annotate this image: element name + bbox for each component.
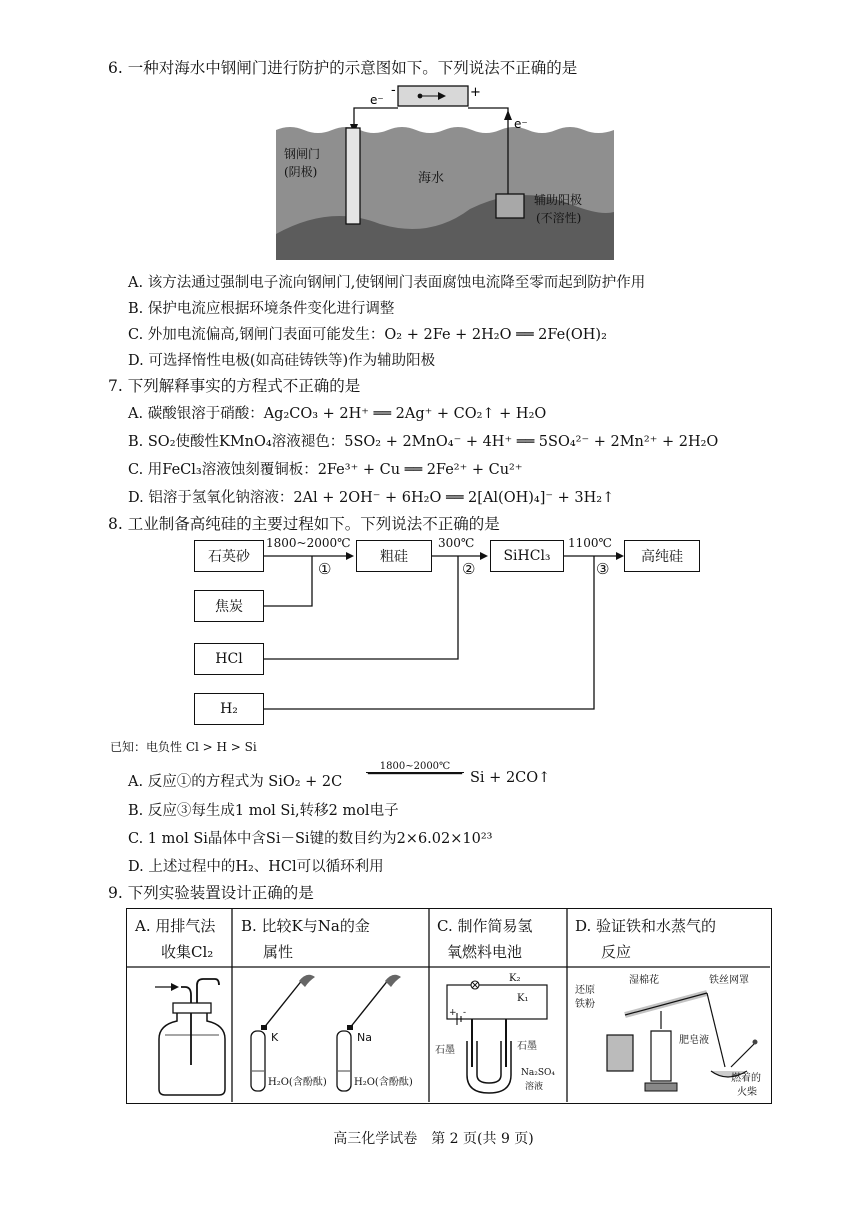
q6-diagram — [270, 84, 620, 262]
e-left: e⁻ — [370, 93, 384, 107]
flow-box-crude-si: 粗硅 — [356, 540, 432, 572]
d-cotton: 湿棉花 — [629, 975, 659, 986]
q6-option-a: A. 该方法通过强制电子流向钢闸门,使钢闸门表面腐蚀电流降至零而起到防护作用 — [128, 275, 646, 291]
c-right-label: 石墨 — [517, 1041, 537, 1052]
flow-box-sihcl3: SiHCl₃ — [490, 540, 564, 572]
iron-steam-drawing — [571, 971, 769, 1099]
q6-option-c: C. 外加电流偏高,钢闸门表面可能发生：O₂ + 2Fe + 2H₂O ══ 2Fe(OH)₂ — [128, 327, 607, 343]
anode-label-1: 辅助阳极 — [534, 193, 583, 207]
q7-option-b: B. SO₂使酸性KMnO₄溶液褪色：5SO₂ + 2MnO₄⁻ + 4H⁺ ══ 5SO₄²⁻ + 2Mn²⁺ + 2H₂O — [128, 434, 719, 450]
steel-gate — [346, 128, 360, 224]
step-2: ② — [462, 560, 476, 578]
q9-head-b-1: B. 比较K与Na的金 — [241, 917, 370, 935]
q9-stem: 9. 下列实验装置设计正确的是 — [108, 884, 314, 902]
cond-3: 1100℃ — [568, 536, 612, 550]
water-label: 海水 — [418, 171, 445, 186]
page-footer: 高三化学试卷 第 2 页(共 9 页) — [333, 1131, 534, 1147]
d-match-1: 燃着的 — [731, 1073, 761, 1084]
c-left-label: 石墨 — [435, 1045, 455, 1056]
test-tubes-drawing — [237, 971, 427, 1099]
q8-option-a-condition: 1800~2000℃ — [366, 761, 464, 773]
cond-2: 300℃ — [438, 536, 475, 550]
gate-label-1: 钢闸门 — [284, 147, 321, 161]
plus-sign: + — [470, 85, 481, 100]
flow-box-quartz: 石英砂 — [194, 540, 264, 572]
svg-text:-: - — [463, 1008, 467, 1018]
q8-option-d: D. 上述过程中的H₂、HCl可以循环利用 — [128, 859, 384, 875]
b-k-label: K — [271, 1031, 279, 1044]
q8-option-a-prefix: A. 反应①的方程式为 SiO₂ + 2C — [128, 774, 343, 790]
gate-label-2: (阴极) — [284, 165, 318, 179]
q9-head-a-1: A. 用排气法 — [135, 917, 216, 935]
d-match-2: 火柴 — [737, 1087, 757, 1098]
svg-text:+: + — [449, 1008, 457, 1018]
b-na-label: Na — [357, 1031, 372, 1044]
q8-note: 已知：电负性 Cl > H > Si — [110, 740, 257, 754]
q6-stem: 6. 一种对海水中钢闸门进行防护的示意图如下。下列说法不正确的是 — [108, 59, 578, 77]
d-fe-2: 铁粉 — [575, 999, 595, 1010]
flow-box-pure-si: 高纯硅 — [624, 540, 700, 572]
q9-head-b-2: 属性 — [263, 943, 294, 961]
c-k1-label: K₁ — [517, 993, 529, 1004]
q9-head-a-2: 收集Cl₂ — [161, 943, 214, 961]
fuel-cell-drawing — [433, 971, 565, 1099]
gas-bottle-drawing — [137, 975, 227, 1097]
q7-stem: 7. 下列解释事实的方程式不正确的是 — [108, 377, 361, 395]
q7-option-d: D. 铝溶于氢氧化钠溶液：2Al + 2OH⁻ + 6H₂O ══ 2[Al(OH)₄]⁻ + 3H₂↑ — [128, 490, 615, 506]
auxiliary-anode — [496, 194, 524, 218]
flow-box-coke: 焦炭 — [194, 590, 264, 622]
q9-head-d-2: 反应 — [601, 943, 632, 961]
q6-option-d: D. 可选择惰性电极(如高硅铸铁等)作为辅助阳极 — [128, 353, 436, 369]
q6-option-b: B. 保护电流应根据环境条件变化进行调整 — [128, 301, 395, 317]
d-net: 铁丝网罩 — [709, 975, 749, 986]
b-water-1: H₂O(含酚酞) — [268, 1077, 327, 1088]
q8-option-c: C. 1 mol Si晶体中含Si－Si键的数目约为2×6.02×10²³ — [128, 831, 493, 847]
step-3: ③ — [596, 560, 610, 578]
q9-head-c-2: 氧燃料电池 — [447, 943, 523, 961]
c-sol-2: 溶液 — [525, 1082, 544, 1092]
q8-stem: 8. 工业制备高纯硅的主要过程如下。下列说法不正确的是 — [108, 515, 500, 533]
d-soap: 肥皂液 — [679, 1035, 709, 1046]
minus-sign: - — [391, 84, 396, 98]
anode-label-2: (不溶性) — [536, 211, 582, 225]
step-1: ① — [318, 560, 332, 578]
cond-1: 1800~2000℃ — [266, 536, 351, 550]
q8-option-b: B. 反应③每生成1 mol Si,转移2 mol电子 — [128, 803, 399, 819]
c-k2-label: K₂ — [509, 973, 521, 984]
q9-head-c-1: C. 制作简易氢 — [437, 917, 533, 935]
flow-box-h2: H₂ — [194, 693, 264, 725]
d-fe-1: 还原 — [575, 985, 595, 996]
c-sol-1: Na₂SO₄ — [521, 1068, 556, 1078]
q9-head-d-1: D. 验证铁和水蒸气的 — [575, 917, 717, 935]
e-right: e⁻ — [514, 117, 528, 131]
flow-box-hcl: HCl — [194, 643, 264, 675]
q7-option-c: C. 用FeCl₃溶液蚀刻覆铜板：2Fe³⁺ + Cu ══ 2Fe²⁺ + Cu²⁺ — [128, 462, 523, 478]
q9-table — [126, 908, 772, 1104]
q7-option-a: A. 碳酸银溶于硝酸：Ag₂CO₃ + 2H⁺ ══ 2Ag⁺ + CO₂↑ + H₂O — [128, 406, 547, 422]
b-water-2: H₂O(含酚酞) — [354, 1077, 413, 1088]
q8-option-a-suffix: Si + 2CO↑ — [470, 770, 551, 786]
